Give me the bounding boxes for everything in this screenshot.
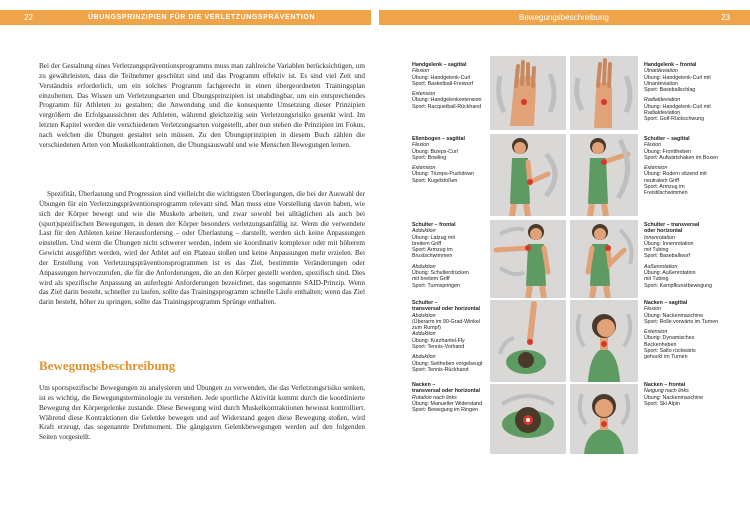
illustration-shoulder-sagittal [570,134,638,216]
page-number-right: 23 [721,13,730,22]
joint-movement-figure [408,54,734,471]
header-band-right [379,10,750,25]
illustration-neck-frontal [570,384,638,454]
label-nacken-frontal: Nacken – frontal Neigung nach links Übung: Nackenmaschine Sport: Ski Alpin [644,382,704,407]
illustration-neck-sagittal [570,300,638,382]
label-schulter-horizontal: Schulter – transversal oder horizontal Abduktion (Überarm im 90-Grad-Winkel zum Rumpf) Adduktion Übung: Kurzhantel-Fly Sport: Tennis-Vorhand Abduktion Übung: Seitheben vorgebeugt Sport: Tennis-Rückhand [412,300,483,373]
page-number-left: 22 [24,13,33,22]
label-schulter-transversal: Schulter – transversal oder horizontal Innenrotation Übung: Innenrotation mit Tubing Sport: Baseballwurf Außenrotation Übung: Außenrotation mit Tubing Sport: Kampfkunstbewegung [644,222,713,289]
section-heading: Bewegungsbeschreibung [39,358,176,373]
illustration-wrist-frontal [570,56,638,130]
illustration-shoulder-rotation [570,220,638,298]
label-schulter-sagittal: Schulter – sagittal Flexion Übung: Fronttheben Sport: Aufwärtshaken im Boxen Extension Übung: Rudern sitzend mit neutralem Griff Sport: Armzug im Freistilschwimmen [644,136,718,197]
illustration-neck-rotation [490,384,566,454]
label-nacken-sagittal: Nacken – sagittal Flexion Übung: Nackenmaschine Sport: Rolle vorwärts im Turnen Extension Übung: Dynamisches Beckenheben Sport: Salto rückwärts gehockt im Turnen [644,300,719,361]
illustration-shoulder-frontal [490,220,566,298]
illustration-wrist-sagittal [490,56,566,130]
label-schulter-frontal: Schulter – frontal Adduktion Übung: Latzug mit breitem Griff Sport: Armzug im Brustschwimmen Abduktion Übung: Schulterdrücken mit breitem Griff Sport: Turmspringen [412,222,469,289]
paragraph-movement: Um sportspezifische Bewegungen zu analysieren und Übungen zu verwenden, die das Verletzungsrisiko senken, ist es wichtig, die Bewegungsterminologie zu verstehen. Jede sportliche Aktivität kommt durch die koordinierte Bewegung der Körpergelenke zustande. Diese Bewegung wird durch Muskelkontraktionen bewusst kontrolliert. Während diese Kontraktionen die Gelenke bewegen und auf Widerstand gegen diese Bewegung stoßen, wird Kraft erzeugt, das sogenannte Drehmoment. Die gängigsten Gelenkbewegungen werden auf den folgenden Seiten vorgestellt. [39,384,365,442]
label-handgelenk-frontal: Handgelenk – frontal Ulnardeviation Übung: Handgelenk-Curl mit Ulnardeviation Sport: Baseballschlag Radialdeviation Übung: Handgelenk-Curl mit Radialdeviation Sport: Golf-Rückschwung [644,62,711,123]
section-running-title: Bewegungsbeschreibung [519,13,609,22]
label-nacken-transversal: Nacken – transversal oder horizontal Rotation nach links Übung: Manueller Widerstand Sport: Bewegung im Ringen [412,382,483,414]
label-ellenbogen-sagittal: Ellenbogen – sagittal Flexion Übung: Bizeps-Curl Sport: Bowling Extension Übung: Trizeps-Pushdown Sport: Kugelstoßen [412,136,475,184]
label-handgelenk-sagittal: Handgelenk – sagittal Flexion Übung: Handgelenk-Curl Sport: Basketball-Freiwurf Extension Übung: Handgelenkextension Sport: Racquetball-Rückhand [412,62,482,110]
illustration-shoulder-horizontal [490,300,566,382]
paragraph-specificity: Spezifität, Überlastung und Progression sind vielleicht die wichtigsten Überlegungen, die bei der Auswahl der Übungen für ein Verletzungspräventionsprogramm relevant sind. Man muss eine Vorstellung davon haben, wie sich der Körper bewegt und wie die Muskeln arbeiten, und zwar sowohl bei alltäglichen als auch bei (sport)spezifischen Bewegungen, in denen der Körper besonders verletzungsanfällig ist. Wenn die verwendete Last für den Athleten keine Herausforderung – oder Überlastung – darstellt, werden sich keine Anpassungen einstellen. Und wenn die Übungen nicht schwerer werden, indem sie koordinativ komplexer oder mit höherem Gewicht ausgeführt werden, wird der Athlet auf ein Plateau stoßen und keine Anpassungen mehr erzielen. Bei der Erstellung von Verletzungspräventionsprogrammen ist es das Ziel, bestimmte Veränderungen oder Anpassungen hervorzurufen, die für die Anforderungen, die an den Körper gestellt werden, spezifisch sind. Dies wird als spezifische Anpassung an auferlegte Anforderungen bezeichnet, das sogenannte SAID-Prinzip. Wenn das Ziel darin besteht, schneller zu laufen, sollte das Trainingsprogramm schnelle Läufe enthalten; wenn das Ziel darin besteht, höher zu springen, sollte das Trainingsprogramm Sprünge enthalten. [39,190,365,307]
paragraph-intro: Bei der Gestaltung eines Verletzungspräventionsprogramms muss man zahlreiche Variablen berücksichtigen, um zu gewährleisten, dass die Teilnehmer geschützt sind und das Programm effektiv ist. Es sind viel Zeit und Verständnis erforderlich, um ein solches Programm fachgerecht in einen übergeordneten Trainingsplan einzubetten. Das Wissen um Verletzungsarten und Übungsprinzipien ist unabdingbar, um ein entsprechendes Programm für Athleten zu gestalten; die Anwendung und die konsequente Umsetzung dieser Prinzipien vergrößern die Erfolgsaussichten des Athleten, während gleichzeitig sein Verletzungsrisiko gesenkt wird. Im letzten Kapitel werden die verschiedenen Verletzungsarten vorgestellt, aber nun stehen die Prinzipien im Fokus, nach welchen die Übungen gestaltet sein müssen. Zu den Übungsprinzipien in diesem Buch zählen die verschiedenen Arten von Muskelkontraktionen, die Übungsauswahl und wie Menschen Bewegungen lernen. [39,62,365,149]
illustration-elbow-sagittal [490,134,566,216]
header-band-left [0,10,371,25]
chapter-title: ÜBUNGSPRINZIPIEN FÜR DIE VERLETZUNGSPRÄVENTION [88,14,316,21]
